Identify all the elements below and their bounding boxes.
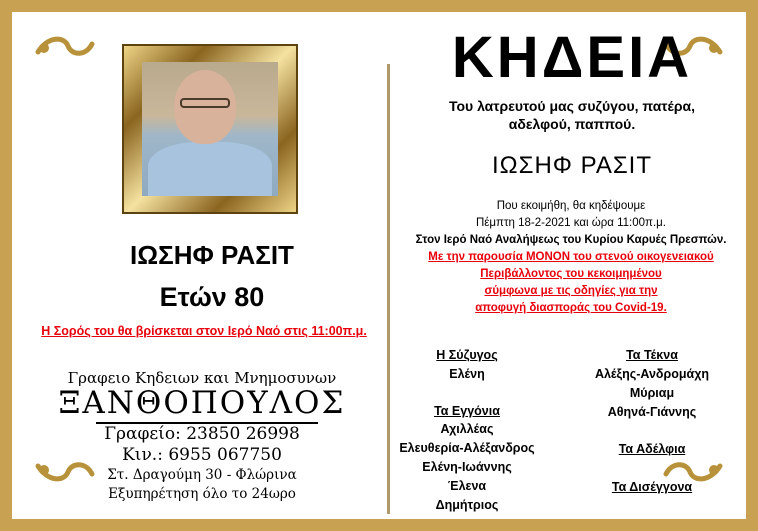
funeral-office-title: Γραφειο Κηδειων και Μνημοσυνων [67,369,337,387]
church-location: Στον Ιερό Ναό Αναλήψεως του Κυρίου Καρυές Πρεσπών. [415,234,727,246]
viewing-notice: Η Σορός του θα βρίσκεται στον Ιερό Ναό στις 11:00π.μ. [41,324,367,338]
deceased-name: ΙΩΣΗΦ ΡΑΣΙΤ [130,240,294,270]
siblings-heading: Τα Αδέλφια [618,442,686,456]
spouse-name: Ελένη [449,367,485,381]
covid-line-1: Με την παρουσία ΜΟΝΟΝ του στενού οικογενειακού [428,251,714,263]
notice-panel [12,12,746,519]
child-item: Αλέξης-Ανδρομάχη [594,367,710,381]
details-line-2: Πέμπτη 18-2-2021 και ώρα 11:00π.μ. [476,217,666,229]
grandchild-item: Ελένη-Ιωάννης [422,460,512,474]
grandchildren-heading: Τα Εγγόνια [434,404,500,418]
funeral-title: ΚΗΔΕΙΑ [451,25,693,90]
children-heading: Τα Τέκνα [626,348,678,362]
spouse-heading: Η Σύζυγος [436,348,498,362]
deceased-name-right: ΙΩΣΗΦ ΡΑΣΙΤ [492,152,652,179]
office-address: Στ. Δραγούμη 30 - Φλώρινα [107,467,297,483]
mobile-phone: Κιν.: 6955 067750 [122,445,282,465]
child-item: Μύριαμ [629,386,675,400]
details-line-1: Που εκοιμήθη, θα κηδέψουμε [496,200,646,212]
funeral-office-name: ΞΑΝΘΟΠΟΥΛΟΣ [58,385,346,421]
child-item: Αθηνά-Γιάννης [607,405,697,419]
portrait-photo [142,62,278,196]
covid-line-2: Περιβάλλοντος του κεκοιμημένου [480,268,662,280]
grandchild-item: Δημήτριος [435,498,499,512]
office-phone: Γραφείο: 23850 26998 [104,424,300,444]
grandchild-item: Ελευθερία-Αλέξανδρος [399,441,535,455]
intro-line-1: Του λατρευτού μας συζύγου, πατέρα, [448,98,696,114]
grandchild-item: Έλενα [447,479,487,493]
covid-line-4: αποφυγή διασποράς του Covid-19. [475,302,667,314]
great-grandchildren-heading: Τα Δισέγγονα [611,480,693,494]
office-hours: Εξυπηρέτηση όλο το 24ωρο [108,486,296,502]
scroll-ornament-icon [34,34,96,60]
intro-line-2: αδελφού, παππού. [508,116,636,132]
covid-line-3: σύμφωνα με τις οδηγίες για την [484,285,658,297]
grandchild-item: Αχιλλέας [440,422,494,436]
deceased-age: Ετών 80 [159,282,265,312]
portrait-frame [122,44,298,214]
